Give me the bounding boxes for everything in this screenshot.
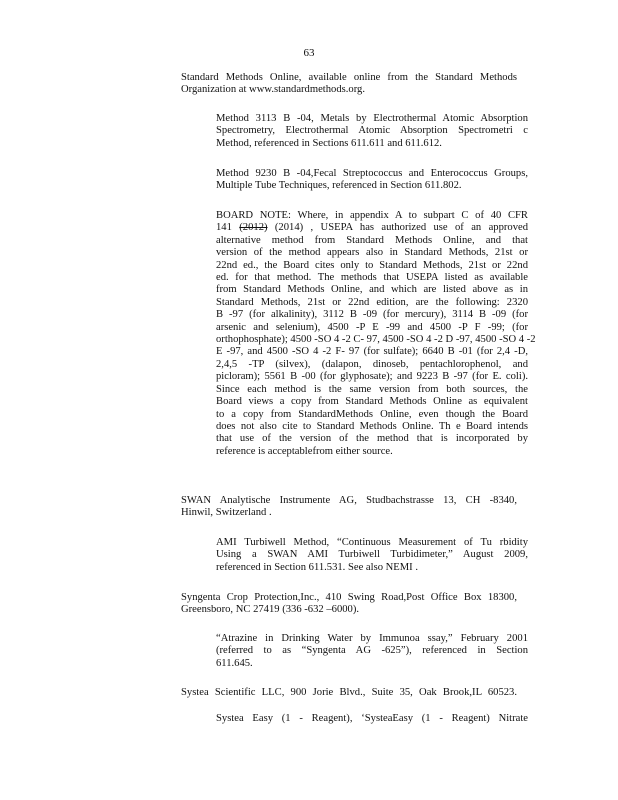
text-line: orthophosphate); 4500 -SO 4 -2 C- 97, 4500 -SO 4 -2 D -97, 4500 -SO 4 -2 bbox=[216, 334, 536, 346]
text-line: from Standard Methods Online, and which are listed above as in bbox=[216, 284, 528, 296]
text-line: Organization at www.standardmethods.org. bbox=[181, 84, 365, 96]
text-line: AMI Turbiwell Method, “Continuous Measurement of Tu rbidity bbox=[216, 537, 528, 548]
entry-atrazine bbox=[216, 633, 528, 670]
text-line: referenced in Section 611.531. See also NEMI . bbox=[216, 561, 419, 573]
text-line: Since each method is the same version from both sources, the bbox=[216, 383, 528, 395]
text-line: Standard Methods, 21st or 22nd edition, are the following: 2320 bbox=[216, 296, 528, 308]
text-line: arsenic and selenium), 4500 -P E -99 and 4500 -P F -99; (for bbox=[216, 321, 528, 333]
text-line: Board views a copy from Standard Methods Online as equivalent bbox=[216, 396, 528, 408]
entry-board-note bbox=[216, 210, 536, 458]
text-line: Method 3113 B -04, Metals by Electrothermal Atomic Absorption bbox=[216, 113, 528, 124]
entry-method-3113 bbox=[216, 113, 528, 150]
text-line: picloram); 5561 B -00 (for glyphosate); and 9223 B -97 (for E. coli). bbox=[216, 371, 528, 383]
text-line: “Atrazine in Drinking Water by Immunoa ssay,” February 2001 bbox=[216, 633, 528, 644]
text-line: 2,4,5 -TP (silvex), (dalapon, dinoseb, pentachlorophenol, and bbox=[216, 358, 528, 370]
text-line: Syngenta Crop Protection,Inc., 410 Swing Road,Post Office Box 18300, bbox=[181, 592, 517, 603]
text-line: that use of the version of the method that is incorporated by bbox=[216, 433, 528, 445]
text-line: to a copy from StandardMethods Online, even though the Board bbox=[216, 408, 528, 420]
text-line: (referred to as “Syngenta AG -625”), referenced in Section bbox=[216, 645, 528, 657]
text-line: BOARD NOTE: Where, in appendix A to subpart C of 40 CFR bbox=[216, 210, 528, 221]
entry-method-9230 bbox=[216, 168, 528, 193]
text-line: Hinwil, Switzerland . bbox=[181, 507, 272, 519]
text-line: 611.645. bbox=[216, 657, 253, 669]
text-line: Method 9230 B -04,Fecal Streptococcus and Enterococcus Groups, bbox=[216, 168, 528, 179]
text-line: alternative method from Standard Methods Online, and that bbox=[216, 234, 528, 246]
text-line: version of the method appears also in Standard Methods, 21st or bbox=[216, 247, 528, 259]
text-line: Multiple Tube Techniques, referenced in Section 611.802. bbox=[216, 180, 462, 192]
entry-systea-easy bbox=[216, 713, 528, 725]
page-number: 63 bbox=[303, 47, 315, 59]
text-line: SWAN Analytische Instrumente AG, Studbachstrasse 13, CH -8340, bbox=[181, 495, 517, 506]
entry-standard-methods-org bbox=[181, 72, 517, 97]
text-line: reference is acceptablefrom either source. bbox=[216, 445, 393, 457]
entry-swan bbox=[181, 495, 517, 520]
struck-text: (2012) bbox=[239, 222, 268, 234]
text-line: E -97, and 4500 -SO 4 -2 F- 97 (for sulfate); 6640 B -01 (for 2,4 -D, bbox=[216, 346, 528, 358]
text-line: Greensboro, NC 27419 (336 -632 –6000). bbox=[181, 604, 360, 616]
text-line: B -97 (for alkalinity), 3112 B -09 (for mercury), 3114 B -09 (for bbox=[216, 309, 528, 321]
text-line: Method, referenced in Sections 611.611 and 611.612. bbox=[216, 137, 442, 149]
entry-syngenta bbox=[181, 592, 517, 617]
text-line-with-strike: 141 (2012) (2014) , USEPA has authorized use of an approved bbox=[216, 222, 529, 234]
text-line: Using a SWAN AMI Turbiwell Turbidimeter,” August 2009, bbox=[216, 549, 528, 561]
text-line: Systea Easy (1 - Reagent), ‘SysteaEasy (1 - Reagent) Nitrate bbox=[216, 713, 528, 724]
text-line: Systea Scientific LLC, 900 Jorie Blvd., Suite 35, Oak Brook,IL 60523. bbox=[181, 687, 517, 698]
text-line: 22nd ed., the Board cites only to Standard Methods, 21st or 22nd bbox=[216, 259, 528, 271]
text-line: Standard Methods Online, available online from the Standard Methods bbox=[181, 72, 517, 83]
text-line: ed. for that method. The methods that USEPA listed as available bbox=[216, 272, 528, 284]
entry-ami-turbiwell bbox=[216, 537, 528, 574]
text-line: does not also cite to Standard Methods Online. Th e Board intends bbox=[216, 420, 528, 432]
entry-systea bbox=[181, 687, 517, 699]
text-line: Spectrometry, Electrothermal Atomic Absorption Spectrometri c bbox=[216, 125, 528, 137]
